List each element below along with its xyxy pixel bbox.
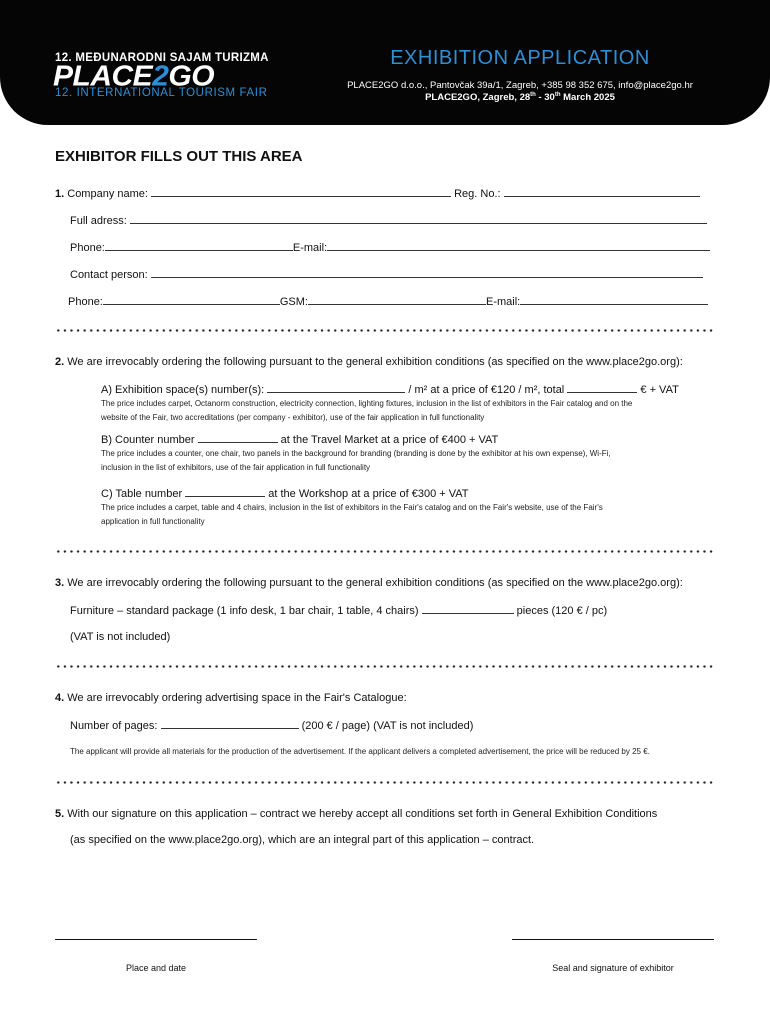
pages-price-text: (200 € / page) (VAT is not included) (301, 720, 474, 732)
pages-field[interactable] (161, 719, 299, 729)
s5-line-1 (55, 808, 657, 820)
s2-a-row (101, 383, 679, 396)
fair-date-sup2: th (554, 92, 561, 98)
logo-bottom-text: 12. INTERNATIONAL TOURISM FAIR (55, 87, 268, 99)
s1-address-row (70, 214, 707, 227)
space-total-field[interactable] (567, 383, 637, 393)
phone-label: Phone: (70, 242, 105, 254)
s4-intro-text: We are irrevocably ordering advertising space in the Fair's Catalogue: (67, 692, 407, 704)
contact-phone-field[interactable] (103, 295, 280, 305)
company-label: Company name: (67, 188, 148, 200)
fair-date (310, 92, 730, 103)
space-vat-text: € + VAT (640, 384, 679, 396)
email-field[interactable] (327, 241, 710, 251)
gsm-label: GSM: (279, 296, 308, 308)
s5-line-2: (as specified on the www.place2go.org), which are an integral part of this application – contract. (70, 834, 535, 846)
s2-b-row (101, 433, 498, 446)
s1-contact-row (70, 268, 703, 281)
logo-part-two: 2 (152, 60, 169, 93)
contact-email-label: E-mail: (486, 296, 521, 308)
s3-vat-note: (VAT is not included) (70, 631, 171, 643)
divider-2 (55, 550, 715, 553)
s1-phone-row (70, 241, 710, 254)
s4-intro (55, 692, 407, 704)
furniture-pieces-field[interactable] (422, 604, 514, 614)
address-field[interactable] (130, 214, 707, 224)
table-price-text: at the Workshop at a price of €300 + VAT (268, 488, 469, 500)
counter-number-label: B) Counter number (101, 434, 195, 446)
s3-furniture-row (70, 604, 607, 617)
fair-date-month: March 2025 (560, 92, 615, 104)
gsm-field[interactable] (308, 295, 486, 305)
place-date-line[interactable] (55, 939, 257, 940)
s4-pages-row (70, 719, 473, 732)
divider-4 (55, 781, 715, 784)
s4-note: The applicant will provide all materials for the production of the advertisement. If the applicant delivers a completed advertisement, the price will be reduced by 25 €. (70, 747, 650, 756)
s1-contact-phone-row (68, 295, 708, 308)
contact-label: Contact person: (70, 269, 148, 281)
phone-field[interactable] (105, 241, 293, 251)
s5-number: 5. (55, 808, 65, 820)
logo-part-place: PLACE (53, 60, 153, 93)
s3-intro-text: We are irrevocably ordering the following pursuant to the general exhibition conditions (as specified on the www.place2go.org): (67, 577, 683, 589)
fair-date-sup1: th (530, 92, 536, 98)
fair-date-start: PLACE2GO, Zagreb, 28 (425, 92, 531, 104)
s1-number: 1. (55, 188, 65, 200)
divider-3 (55, 665, 715, 668)
s2-c-note-1: The price includes a carpet, table and 4 chairs, inclusion in the list of exhibitors in the Fair's catalog and on the Fair's website, use of the Fair's (101, 503, 603, 512)
s2-a-note-2: website of the Fair, two accreditations (per company - exhibitor), use of the fair application in full functionality (101, 413, 485, 422)
s2-c-row (101, 487, 469, 500)
counter-number-field[interactable] (198, 433, 278, 443)
section-title: EXHIBITOR FILLS OUT THIS AREA (55, 148, 303, 165)
furniture-label: Furniture – standard package (1 info desk, 1 bar chair, 1 table, 4 chairs) (70, 605, 419, 617)
seal-signature-label: Seal and signature of exhibitor (552, 963, 674, 973)
address-label: Full adress: (70, 215, 127, 227)
logo-part-go: GO (168, 60, 215, 93)
s3-number: 3. (55, 577, 65, 589)
s2-number: 2. (55, 356, 65, 368)
reg-no-label: Reg. No.: (454, 188, 501, 200)
organizer-address: PLACE2GO d.o.o., Pantovčak 39a/1, Zagreb, +385 98 352 675, info@place2go.hr (347, 80, 693, 91)
s4-number: 4. (55, 692, 65, 704)
reg-no-field[interactable] (504, 187, 700, 197)
s1-company-row (55, 187, 700, 200)
s3-intro (55, 577, 683, 589)
s2-c-note-2: application in full functionality (101, 517, 205, 526)
contact-phone-label: Phone: (68, 296, 103, 308)
s2-intro-text: We are irrevocably ordering the following pursuant to the general exhibition conditions (as specified on the www.place2go.org): (67, 356, 683, 368)
header-banner (0, 0, 770, 125)
s2-b-note-2: inclusion in the list of exhibitors, use of the fair application in full functionality (101, 463, 371, 472)
s2-a-note-1: The price includes carpet, Octanorm construction, electricity connection, lighting fixtures, inclusion in the list of exhibitors in the Fair catalog and on the (101, 399, 633, 408)
email-label: E-mail: (292, 242, 328, 254)
s2-b-note-1: The price includes a counter, one chair, two panels in the background for branding (branding is done by the exhibitor at his own expense), Wi-Fi, (101, 449, 611, 458)
form-title: EXHIBITION APPLICATION (390, 47, 650, 69)
space-number-field[interactable] (267, 383, 405, 393)
contact-person-field[interactable] (151, 268, 703, 278)
company-name-field[interactable] (151, 187, 451, 197)
counter-price-text: at the Travel Market at a price of €400 + VAT (280, 434, 499, 446)
place-date-label: Place and date (125, 963, 187, 973)
s5-line-1-text: With our signature on this application – contract we hereby accept all conditions set forth in General Exhibition Conditions (67, 808, 658, 820)
pages-label: Number of pages: (70, 720, 158, 732)
divider-1 (55, 329, 715, 332)
contact-email-field[interactable] (520, 295, 708, 305)
furniture-pieces-text: pieces (120 € / pc) (516, 605, 608, 617)
s2-intro (55, 356, 683, 368)
signature-line[interactable] (512, 939, 714, 940)
table-number-field[interactable] (185, 487, 265, 497)
fair-date-end: - 30 (535, 92, 555, 104)
space-number-label: A) Exhibition space(s) number(s): (101, 384, 265, 396)
space-price-text: / m² at a price of €120 / m², total (408, 384, 565, 396)
logo-top-text: 12. MEĐUNARODNI SAJAM TURIZMA (55, 52, 269, 64)
table-number-label: C) Table number (101, 488, 183, 500)
